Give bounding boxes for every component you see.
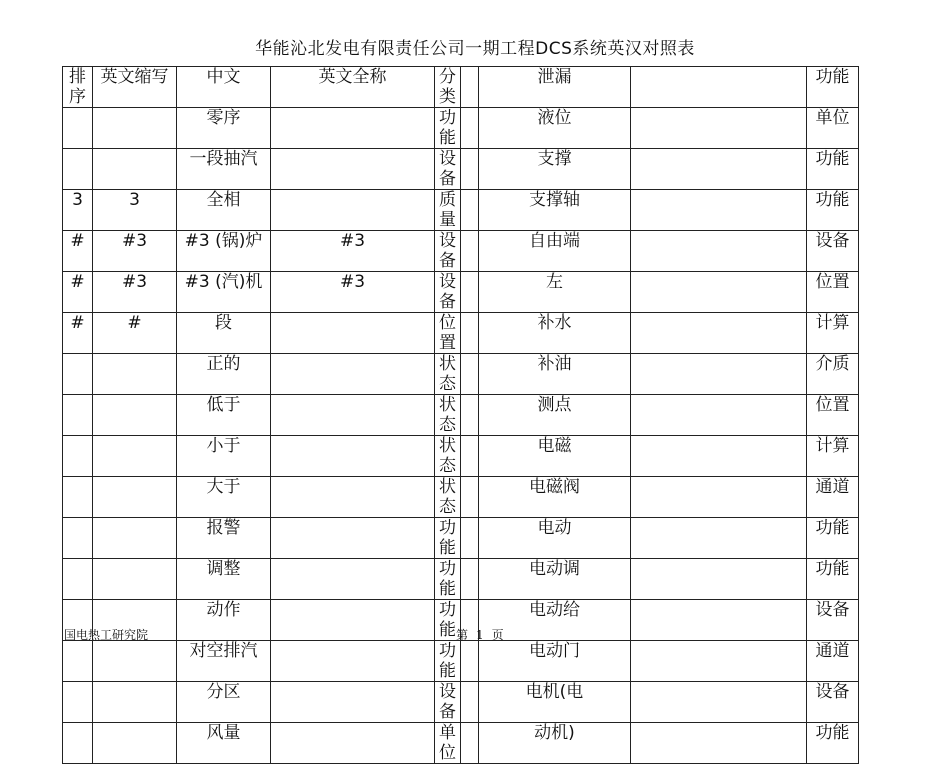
blank-cell xyxy=(631,231,807,272)
cell-chinese-2: 电动给 xyxy=(479,600,631,641)
page-prefix: 第 xyxy=(456,628,469,642)
cell-abbr xyxy=(93,436,177,477)
cell-chinese: 动作 xyxy=(177,600,271,641)
cell-function: 位置 xyxy=(807,272,859,313)
cell-full-name xyxy=(271,723,435,764)
blank-cell xyxy=(461,67,479,108)
cell-class: 单位 xyxy=(435,723,461,764)
cell-abbr xyxy=(93,477,177,518)
blank-cell xyxy=(631,723,807,764)
cell-class: 状态 xyxy=(435,436,461,477)
cell-index: 3 xyxy=(63,190,93,231)
cell-chinese-2: 液位 xyxy=(479,108,631,149)
cell-index xyxy=(63,723,93,764)
blank-cell xyxy=(631,518,807,559)
table-row xyxy=(63,190,859,231)
cell-chinese-2: 补油 xyxy=(479,354,631,395)
cell-full-name xyxy=(271,436,435,477)
header-class: 分类 xyxy=(435,67,461,108)
blank-cell xyxy=(461,518,479,559)
table-row xyxy=(63,108,859,149)
cell-abbr xyxy=(93,395,177,436)
blank-cell xyxy=(631,641,807,682)
cell-index xyxy=(63,477,93,518)
cell-function: 位置 xyxy=(807,395,859,436)
blank-cell xyxy=(631,149,807,190)
table-row xyxy=(63,149,859,190)
cell-index: # xyxy=(63,231,93,272)
cell-chinese: 全相 xyxy=(177,190,271,231)
cell-function: 设备 xyxy=(807,600,859,641)
blank-cell xyxy=(461,190,479,231)
cell-class: 设备 xyxy=(435,231,461,272)
glossary-table xyxy=(62,66,859,764)
cell-abbr: 3 xyxy=(93,190,177,231)
cell-function: 功能 xyxy=(807,518,859,559)
cell-abbr: #3 xyxy=(93,272,177,313)
cell-chinese-2: 电磁 xyxy=(479,436,631,477)
table-row xyxy=(63,272,859,313)
cell-chinese: 风量 xyxy=(177,723,271,764)
cell-index xyxy=(63,641,93,682)
cell-chinese-2: 电机(电 xyxy=(479,682,631,723)
blank-cell xyxy=(461,436,479,477)
header-function: 功能 xyxy=(807,67,859,108)
blank-cell xyxy=(461,395,479,436)
cell-chinese: 低于 xyxy=(177,395,271,436)
cell-full-name xyxy=(271,600,435,641)
cell-full-name xyxy=(271,477,435,518)
blank-cell xyxy=(631,559,807,600)
cell-function: 设备 xyxy=(807,682,859,723)
cell-index xyxy=(63,108,93,149)
table-row xyxy=(63,518,859,559)
blank-cell xyxy=(631,108,807,149)
cell-index xyxy=(63,559,93,600)
blank-cell xyxy=(631,395,807,436)
footer-org: 国电热工研究院 xyxy=(64,628,149,642)
cell-abbr: #3 xyxy=(93,231,177,272)
blank-cell xyxy=(461,723,479,764)
cell-class: 设备 xyxy=(435,272,461,313)
cell-chinese-2: 电动调 xyxy=(479,559,631,600)
cell-chinese: 调整 xyxy=(177,559,271,600)
blank-cell xyxy=(461,477,479,518)
cell-function: 通道 xyxy=(807,641,859,682)
cell-function: 功能 xyxy=(807,723,859,764)
blank-cell xyxy=(631,682,807,723)
cell-chinese: 对空排汽 xyxy=(177,641,271,682)
blank-cell xyxy=(461,559,479,600)
header-abbr: 英文缩写 xyxy=(93,67,177,108)
table-row xyxy=(63,682,859,723)
table-row xyxy=(63,723,859,764)
cell-full-name xyxy=(271,559,435,600)
cell-chinese: #3 (锅)炉 xyxy=(177,231,271,272)
header-full-name: 英文全称 xyxy=(271,67,435,108)
cell-chinese: 段 xyxy=(177,313,271,354)
cell-chinese: 分区 xyxy=(177,682,271,723)
cell-class: 位置 xyxy=(435,313,461,354)
cell-class: 状态 xyxy=(435,354,461,395)
table-body xyxy=(63,67,859,764)
cell-chinese-2: 电动 xyxy=(479,518,631,559)
cell-function: 计算 xyxy=(807,436,859,477)
cell-abbr xyxy=(93,682,177,723)
cell-chinese-2: 动机) xyxy=(479,723,631,764)
cell-class: 功能 xyxy=(435,600,461,641)
cell-function: 通道 xyxy=(807,477,859,518)
cell-chinese: 零序 xyxy=(177,108,271,149)
page-number xyxy=(452,626,508,643)
cell-index xyxy=(63,395,93,436)
blank-cell xyxy=(461,149,479,190)
cell-chinese-2: 补水 xyxy=(479,313,631,354)
table-row xyxy=(63,395,859,436)
table-row xyxy=(63,231,859,272)
blank-cell xyxy=(461,313,479,354)
cell-class: 状态 xyxy=(435,477,461,518)
cell-class: 设备 xyxy=(435,149,461,190)
cell-chinese-2: 电磁阀 xyxy=(479,477,631,518)
table-header-row xyxy=(63,67,859,108)
cell-index xyxy=(63,436,93,477)
cell-index xyxy=(63,149,93,190)
blank-cell xyxy=(631,354,807,395)
cell-class: 功能 xyxy=(435,641,461,682)
cell-full-name xyxy=(271,313,435,354)
table-row xyxy=(63,436,859,477)
blank-cell xyxy=(461,682,479,723)
cell-function: 单位 xyxy=(807,108,859,149)
cell-index: # xyxy=(63,313,93,354)
blank-cell xyxy=(461,272,479,313)
cell-abbr xyxy=(93,559,177,600)
cell-abbr xyxy=(93,723,177,764)
cell-full-name xyxy=(271,682,435,723)
cell-full-name xyxy=(271,395,435,436)
cell-chinese-2: 支撑 xyxy=(479,149,631,190)
cell-class: 功能 xyxy=(435,559,461,600)
cell-abbr xyxy=(93,149,177,190)
blank-cell xyxy=(631,477,807,518)
cell-class: 功能 xyxy=(435,518,461,559)
cell-abbr xyxy=(93,354,177,395)
cell-full-name xyxy=(271,354,435,395)
blank-cell xyxy=(461,108,479,149)
cell-chinese-2: 自由端 xyxy=(479,231,631,272)
table-row xyxy=(63,641,859,682)
document-title: 华能沁北发电有限责任公司一期工程DCS系统英汉对照表 xyxy=(255,39,695,59)
cell-abbr xyxy=(93,518,177,559)
cell-full-name xyxy=(271,190,435,231)
cell-full-name xyxy=(271,149,435,190)
cell-function: 功能 xyxy=(807,559,859,600)
cell-index: # xyxy=(63,272,93,313)
header-index: 排序 xyxy=(63,67,93,108)
blank-cell xyxy=(631,190,807,231)
cell-chinese: #3 (汽)机 xyxy=(177,272,271,313)
cell-class: 质量 xyxy=(435,190,461,231)
cell-function: 介质 xyxy=(807,354,859,395)
cell-chinese: 大于 xyxy=(177,477,271,518)
cell-index xyxy=(63,518,93,559)
cell-chinese: 报警 xyxy=(177,518,271,559)
blank-cell xyxy=(631,272,807,313)
cell-class: 设备 xyxy=(435,682,461,723)
cell-chinese: 一段抽汽 xyxy=(177,149,271,190)
cell-chinese-2: 左 xyxy=(479,272,631,313)
cell-full-name xyxy=(271,108,435,149)
table-row xyxy=(63,313,859,354)
page-number-value: 1 xyxy=(476,628,484,642)
blank-cell xyxy=(461,231,479,272)
cell-index xyxy=(63,354,93,395)
cell-abbr xyxy=(93,641,177,682)
blank-cell xyxy=(461,354,479,395)
cell-function: 功能 xyxy=(807,190,859,231)
table-row xyxy=(63,559,859,600)
blank-cell xyxy=(631,67,807,108)
cell-function: 设备 xyxy=(807,231,859,272)
blank-cell xyxy=(631,600,807,641)
cell-chinese: 正的 xyxy=(177,354,271,395)
cell-abbr xyxy=(93,108,177,149)
cell-function: 功能 xyxy=(807,149,859,190)
blank-cell xyxy=(461,641,479,682)
cell-full-name xyxy=(271,641,435,682)
cell-chinese: 小于 xyxy=(177,436,271,477)
cell-full-name: #3 xyxy=(271,231,435,272)
cell-class: 状态 xyxy=(435,395,461,436)
cell-abbr: # xyxy=(93,313,177,354)
cell-full-name: #3 xyxy=(271,272,435,313)
cell-index xyxy=(63,682,93,723)
page-suffix: 页 xyxy=(491,628,504,642)
cell-chinese-2: 支撑轴 xyxy=(479,190,631,231)
cell-function: 计算 xyxy=(807,313,859,354)
table-row xyxy=(63,354,859,395)
blank-cell xyxy=(631,313,807,354)
blank-cell xyxy=(631,436,807,477)
cell-class: 功能 xyxy=(435,108,461,149)
cell-chinese-2: 测点 xyxy=(479,395,631,436)
table-row xyxy=(63,477,859,518)
header-chinese-2: 泄漏 xyxy=(479,67,631,108)
cell-full-name xyxy=(271,518,435,559)
cell-chinese-2: 电动门 xyxy=(479,641,631,682)
header-chinese: 中文 xyxy=(177,67,271,108)
